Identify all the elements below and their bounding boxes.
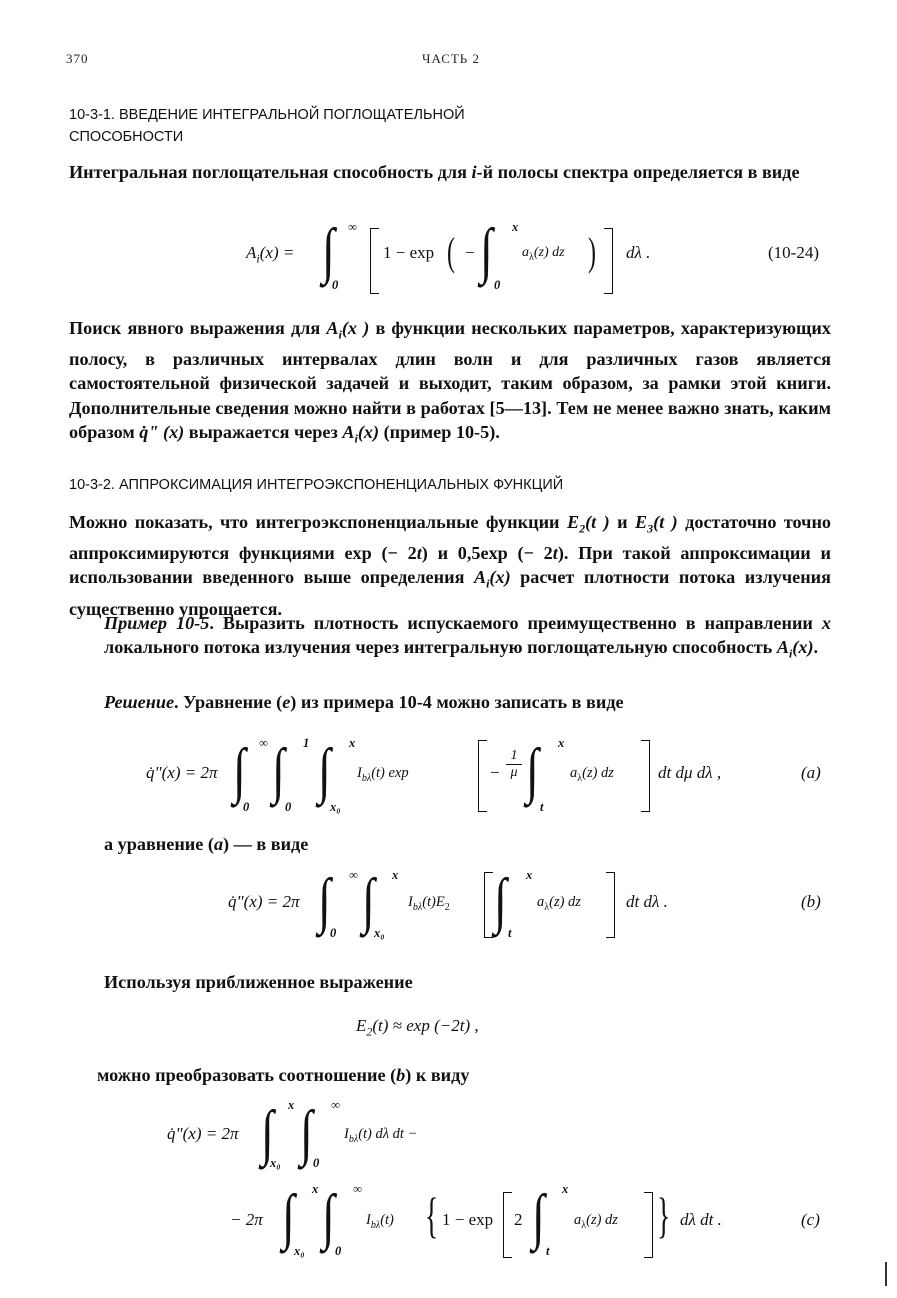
equation-number-b: (b) xyxy=(801,892,821,911)
margin-mark xyxy=(885,1262,887,1286)
paragraph-integroexponential: Можно показать, что интегроэкспоненциальные функции $E_2(t$ ) и $E_3(t$ ) достаточно точно аппроксимируются функциями exp (− 2t) и 0,5exp (− 2t). При такой аппроксимации и использовании введенного выше определения $A_i(x)$ расчет плотности потока излучения существенно упрощается. xyxy=(69,512,832,619)
equation-b: q̇"(x) = 2π ∫ ∞ 0 ∫ x x₀ $I_{b\lambda}(t)E_2$ ∫ x t $a_\lambda(z)$ dz dt dλ . (b) xyxy=(228,867,821,940)
section-title-10-3-1 xyxy=(69,104,769,148)
running-title: ЧАСТЬ 2 xyxy=(422,51,481,66)
solution-intro: Решение. Уравнение (e) из примера 10-4 можно записать в виде xyxy=(104,692,624,712)
section-title-line-2: СПОСОБНОСТИ xyxy=(69,129,184,145)
example-10-5: Пример 10-5. Выразить плотность испускаемого преимущественно в направлении x локального потока излучения через интегральную поглощательную способность $A_i(x)$. xyxy=(104,613,831,662)
equation-number-10-24: (10-24) xyxy=(768,243,819,262)
integral-sign: ∫ xyxy=(322,217,335,285)
paragraph-intro: Интегральная поглощательная способность для i-й полосы спектра определяется в виде xyxy=(69,162,800,182)
paragraph-search-expression: Поиск явного выражения для $A_i(x$ ) в функции нескольких параметров, характеризующих полосу, в различных интервалах длин волн и для различных газов является самостоятельной физической задачей и выходит, таким образом, за рамки этой книги. Дополнительные сведения можно найти в работах [5—13]. Тем не менее важно знать, каким образом q̇" (x) выражается через $A_i(x)$ (пример 10-5). xyxy=(69,318,831,446)
equation-number-c: (c) xyxy=(801,1210,820,1229)
equation-a: q̇"(x) = 2π ∫ ∞ 0 ∫ 1 0 ∫ x x₀ $I_{b\lambda}(t)$ exp − $\frac{1}{\mu}$ ∫ x t $a_\lambda(z)$ dz dt dμ dλ , (a) xyxy=(146,736,821,814)
equation-approximation: $E_2(t) \approx \exp (-2t)$ , xyxy=(356,1016,479,1039)
section-title-10-3-2: 10-3-2. АППРОКСИМАЦИЯ ИНТЕГРОЭКСПОНЕНЦИАЛЬНЫХ ФУНКЦИЙ xyxy=(69,477,564,493)
paragraph-approximation: Используя приближенное выражение xyxy=(104,972,413,992)
paragraph-equation-a-form: а уравнение (a) — в виде xyxy=(104,834,309,854)
equation-c-line-1: q̇"(x) = 2π ∫ x x₀ ∫ ∞ 0 $I_{b\lambda}(t)$ dλ dt − xyxy=(167,1098,418,1170)
equation-c-line-2: − 2π ∫ x x₀ ∫ ∞ 0 $I_{b\lambda}(t)$ { 1 − exp 2 ∫ x t $a_\lambda(z)$ dz } dλ dt . (c) xyxy=(230,1182,820,1258)
paragraph-transform: можно преобразовать соотношение (b) к виду xyxy=(97,1065,470,1085)
equation-number-a: (a) xyxy=(801,763,821,782)
section-title-line-1: 10-3-1. ВВЕДЕНИЕ ИНТЕГРАЛЬНОЙ ПОГЛОЩАТЕЛЬНОЙ xyxy=(69,107,465,123)
page-number: 370 xyxy=(66,51,89,66)
equation-10-24: $A_i(x)$ = ∫ ∞ 0 1 − exp ( − ∫ x 0 $a_\lambda(z)$ dz ) dλ . (10-24) xyxy=(246,217,819,292)
